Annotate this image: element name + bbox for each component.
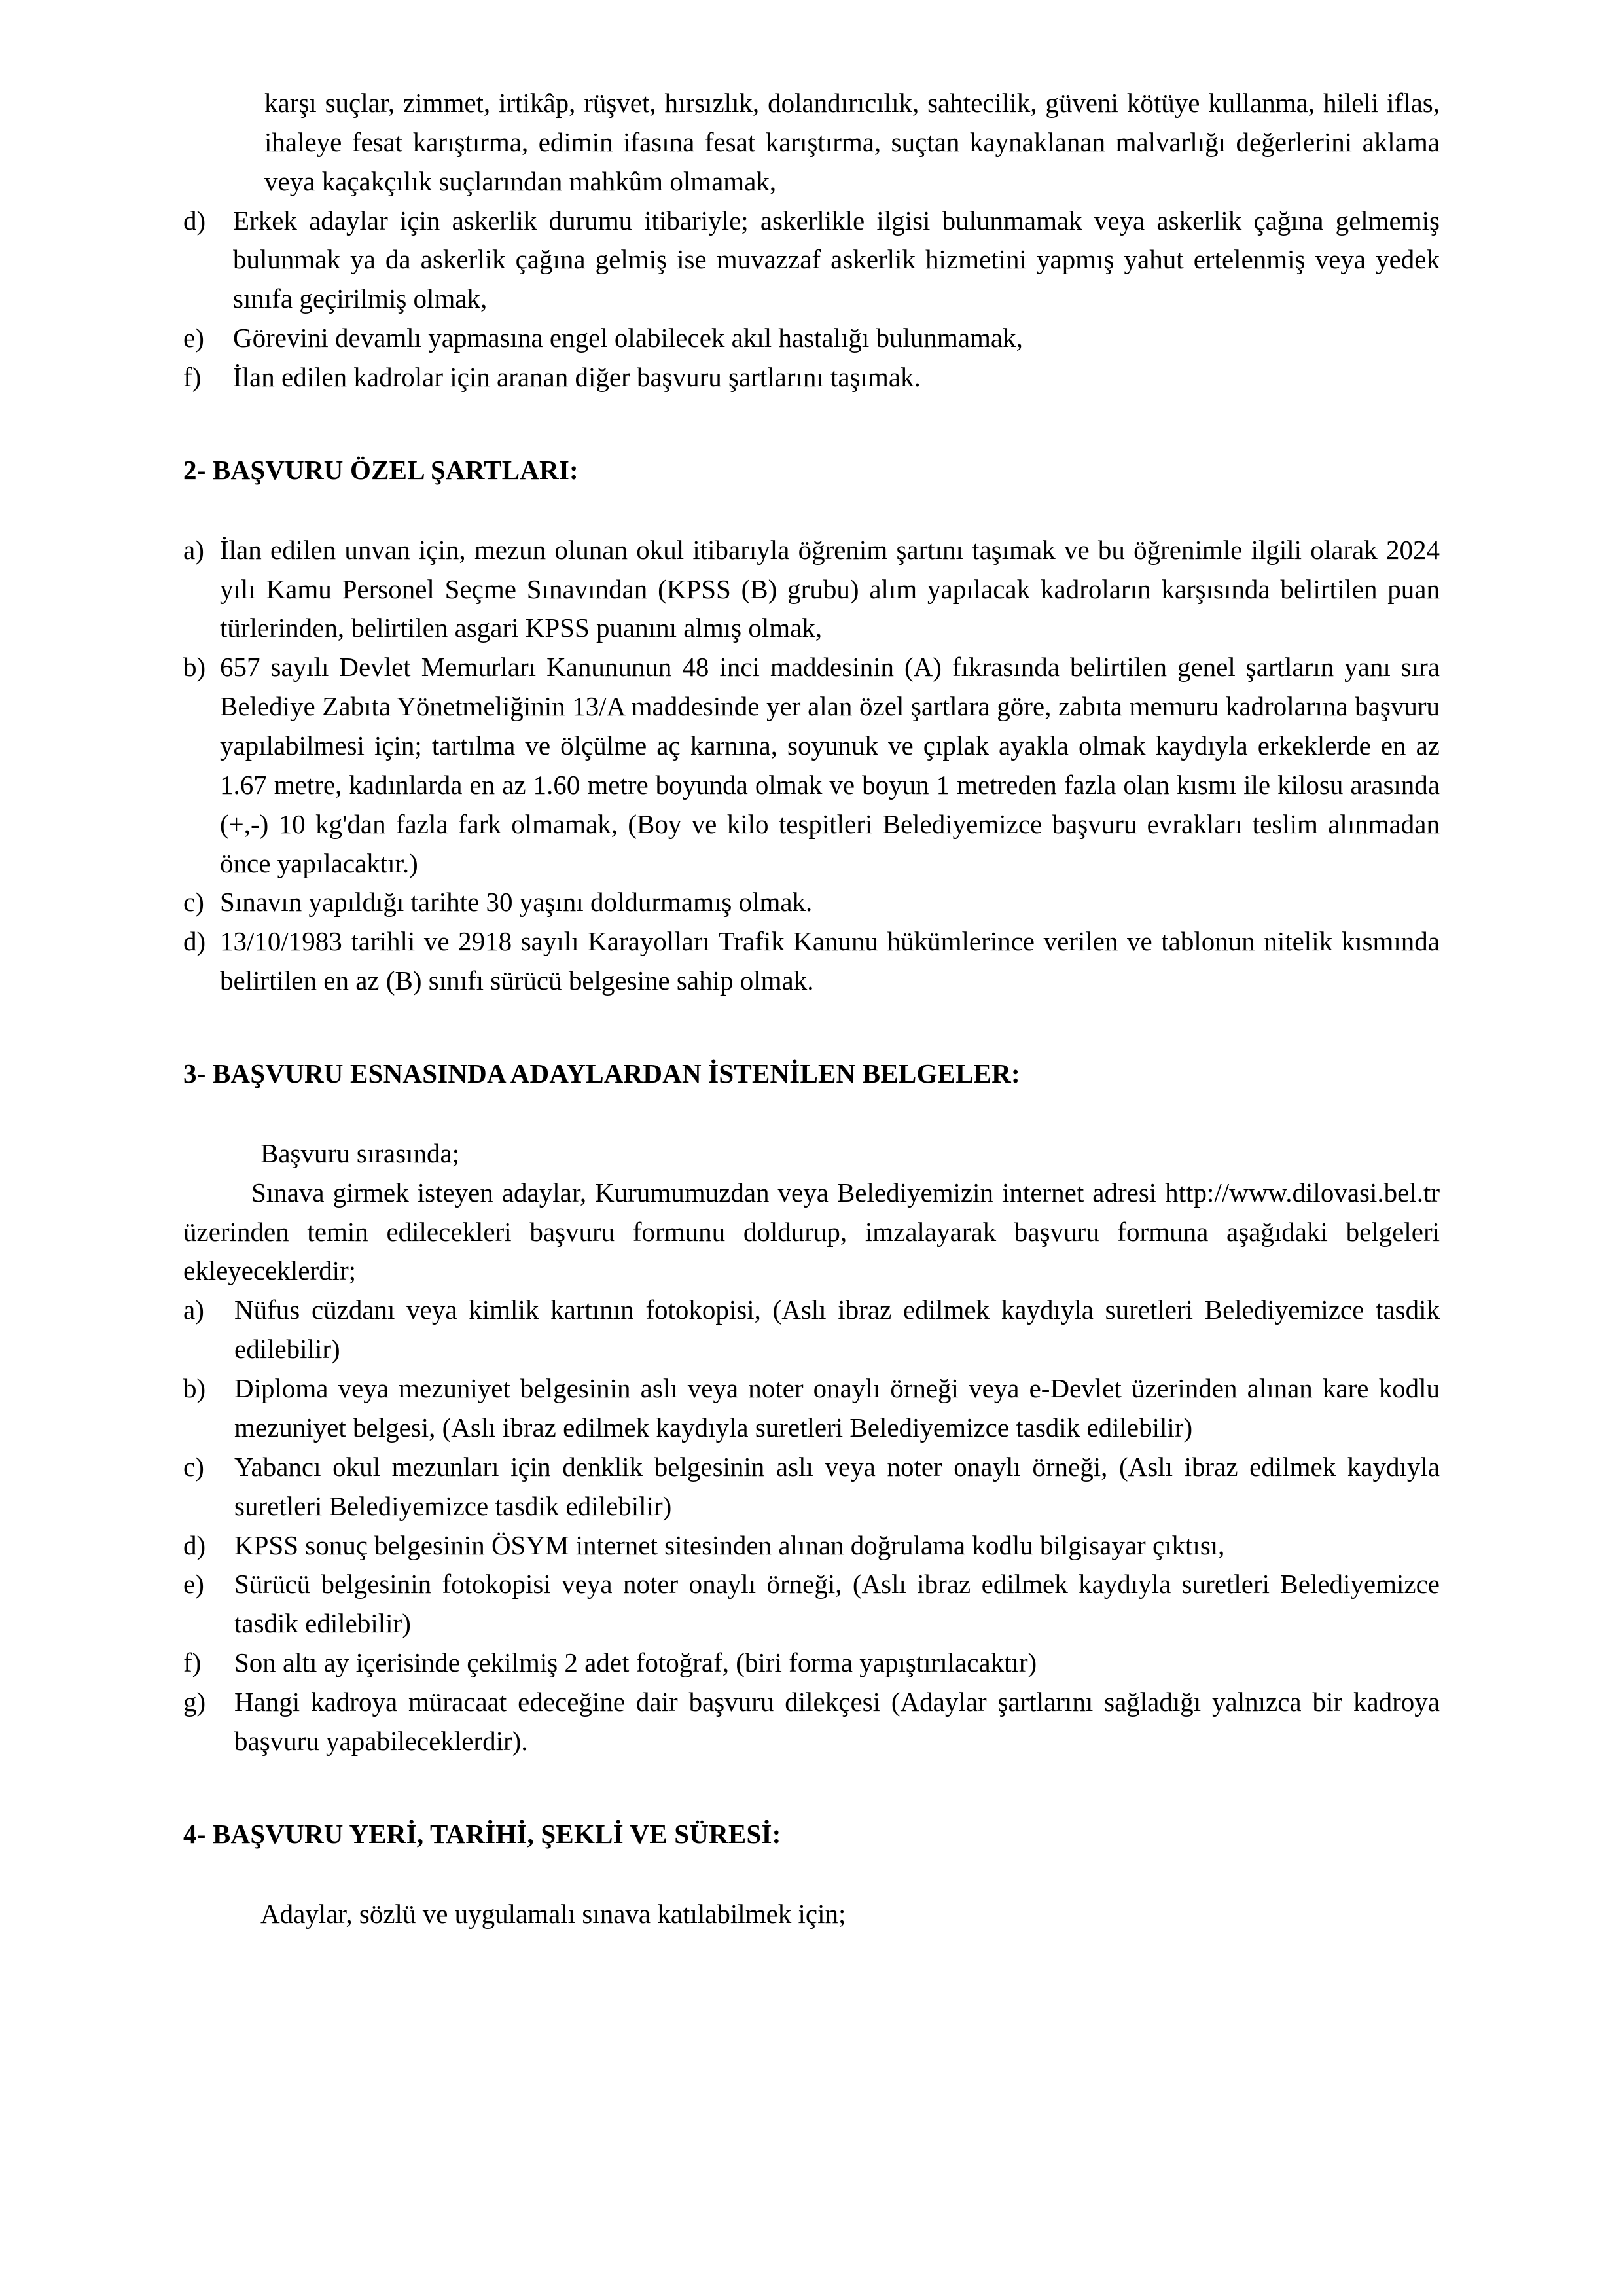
list-marker: d) xyxy=(183,1530,206,1560)
list-item-text: Sınavın yapıldığı tarihte 30 yaşını doldurmamış olmak. xyxy=(220,887,813,918)
section-4-heading: 4- BAŞVURU YERİ, TARİHİ, ŞEKLİ VE SÜRESİ: xyxy=(183,1818,781,1849)
list-marker: a) xyxy=(183,1295,204,1325)
list-item-text: KPSS sonuç belgesinin ÖSYM internet sitesinden alınan doğrulama kodlu bilgisayar çıktısı, xyxy=(234,1530,1225,1560)
list-item xyxy=(183,648,1440,883)
general-conditions-list xyxy=(183,202,1440,397)
list-item xyxy=(183,922,1440,1001)
section-3-intro-line: Başvuru sırasında; xyxy=(260,1138,460,1168)
spacer xyxy=(183,397,1440,451)
list-item xyxy=(183,319,1440,358)
section-2-list xyxy=(183,531,1440,1001)
list-marker: f) xyxy=(183,362,202,393)
list-item xyxy=(183,1448,1440,1526)
list-item xyxy=(183,1526,1440,1566)
list-marker: b) xyxy=(183,1373,206,1404)
list-item xyxy=(183,531,1440,649)
section-3-list xyxy=(183,1291,1440,1761)
list-item-text: Erkek adaylar için askerlik durumu itibariyle; askerlikle ilgisi bulunmamak veya askerlik çağına gelmemiş bulunmak ya da askerlik çağına gelmiş ise muvazzaf askerlik hizmetini yapmış yahut ertelenmiş veya yedek sınıfa geçirilmiş olmak, xyxy=(233,205,1440,314)
list-item-text: Son altı ay içerisinde çekilmiş 2 adet fotoğraf, (biri forma yapıştırılacaktır) xyxy=(234,1647,1037,1678)
list-marker: e) xyxy=(183,1569,204,1600)
list-item-text: Diploma veya mezuniyet belgesinin aslı veya noter onaylı örneği veya e-Devlet üzerinden alınan kare kodlu mezuniyet belgesi, (Aslı ibraz edilmek kaydıyla suretleri Belediyemizce tasdik edilebilir) xyxy=(234,1373,1440,1443)
section-4-paragraph: Adaylar, sözlü ve uygulamalı sınava katılabilmek için; xyxy=(260,1898,846,1929)
list-marker: c) xyxy=(183,887,204,918)
list-marker: d) xyxy=(183,926,206,957)
section-2-heading: 2- BAŞVURU ÖZEL ŞARTLARI: xyxy=(183,454,579,485)
list-marker: e) xyxy=(183,323,204,353)
spacer xyxy=(183,1761,1440,1815)
list-item-text: 13/10/1983 tarihli ve 2918 sayılı Karayolları Trafik Kanunu hükümlerince verilen ve tablonun nitelik kısmında belirtilen en az (B) sınıfı sürücü belgesine sahip olmak. xyxy=(220,926,1440,996)
list-item xyxy=(183,358,1440,397)
list-item-text: Hangi kadroya müracaat edeceğine dair başvuru dilekçesi (Adaylar şartlarını sağladığı yalnızca bir kadroya başvuru yapabileceklerdir). xyxy=(234,1686,1440,1756)
list-marker: f) xyxy=(183,1647,202,1678)
list-marker: b) xyxy=(183,652,206,683)
list-item-text: Sürücü belgesinin fotokopisi veya noter onaylı örneği, (Aslı ibraz edilmek kaydıyla suretleri Belediyemizce tasdik edilebilir) xyxy=(234,1569,1440,1639)
spacer xyxy=(183,1094,1440,1134)
list-item-text: Yabancı okul mezunları için denklik belgesinin aslı veya noter onaylı örneği, (Aslı ibraz edilmek kaydıyla suretleri Belediyemizce tasdik edilebilir) xyxy=(234,1451,1440,1521)
spacer xyxy=(183,1001,1440,1054)
list-item-text: İlan edilen unvan için, mezun olunan okul itibarıyla öğrenim şartını taşımak ve bu öğrenimle ilgili olarak 2024 yılı Kamu Personel Seçme Sınavından (KPSS (B) grubu) alım yapılacak kadroların karşısında belirtilen puan türlerinden, belirtilen asgari KPSS puanını almış olmak, xyxy=(220,534,1440,643)
spacer xyxy=(183,490,1440,531)
list-item xyxy=(183,1683,1440,1761)
list-marker: a) xyxy=(183,534,204,565)
list-item xyxy=(183,1565,1440,1643)
list-item-text: İlan edilen kadrolar için aranan diğer başvuru şartlarını taşımak. xyxy=(233,362,921,393)
list-item xyxy=(183,883,1440,922)
section-3-heading: 3- BAŞVURU ESNASINDA ADAYLARDAN İSTENİLEN BELGELER: xyxy=(183,1058,1020,1089)
list-item-text: Görevini devamlı yapmasına engel olabilecek akıl hastalığı bulunmamak, xyxy=(233,323,1023,353)
list-marker: g) xyxy=(183,1686,206,1717)
list-marker: d) xyxy=(183,205,206,236)
list-item-text: 657 sayılı Devlet Memurları Kanununun 48 inci maddesinin (A) fıkrasında belirtilen genel şartların yanı sıra Belediye Zabıta Yönetmeliğinin 13/A maddesinde yer alan özel şartlara göre, zabıta memuru kadrolarına başvuru yapılabilmesi için; tartılma ve ölçülme aç karnına, soyunuk ve çıplak ayakla olmak kaydıyla erkeklerde en az 1.67 metre, kadınlarda en az 1.60 metre boyunda olmak ve boyun 1 metreden fazla olan kısmı ile kilosu arasında (+,-) 10 kg'dan fazla fark olmamak, (Boy ve kilo tespitleri Belediyemizce başvuru evrakları teslim alınmadan önce yapılacaktır.) xyxy=(220,652,1440,878)
list-item-text: Nüfus cüzdanı veya kimlik kartının fotokopisi, (Aslı ibraz edilmek kaydıyla suretleri Belediyemizce tasdik edilebilir) xyxy=(234,1295,1440,1365)
spacer xyxy=(183,1854,1440,1895)
list-item xyxy=(183,1369,1440,1448)
section-3-intro-paragraph: Sınava girmek isteyen adaylar, Kurumumuzdan veya Belediyemizin internet adresi http://www.dilovasi.bel.tr üzerinden temin edilecekleri başvuru formunu doldurup, imzalayarak başvuru formuna aşağıdaki belgeleri ekleyeceklerdir; xyxy=(183,1177,1440,1286)
list-item xyxy=(183,1291,1440,1369)
list-item xyxy=(183,1643,1440,1683)
list-item xyxy=(183,202,1440,319)
top-continuation-paragraph: karşı suçlar, zimmet, irtikâp, rüşvet, hırsızlık, dolandırıcılık, sahtecilik, güveni kötüye kullanma, hileli iflas, ihaleye fesat karıştırma, edimin ifasına fesat karıştırma, suçtan kaynaklanan malvarlığı değerlerini aklama veya kaçakçılık suçlarından mahkûm olmamak, xyxy=(264,88,1440,196)
list-marker: c) xyxy=(183,1451,204,1482)
